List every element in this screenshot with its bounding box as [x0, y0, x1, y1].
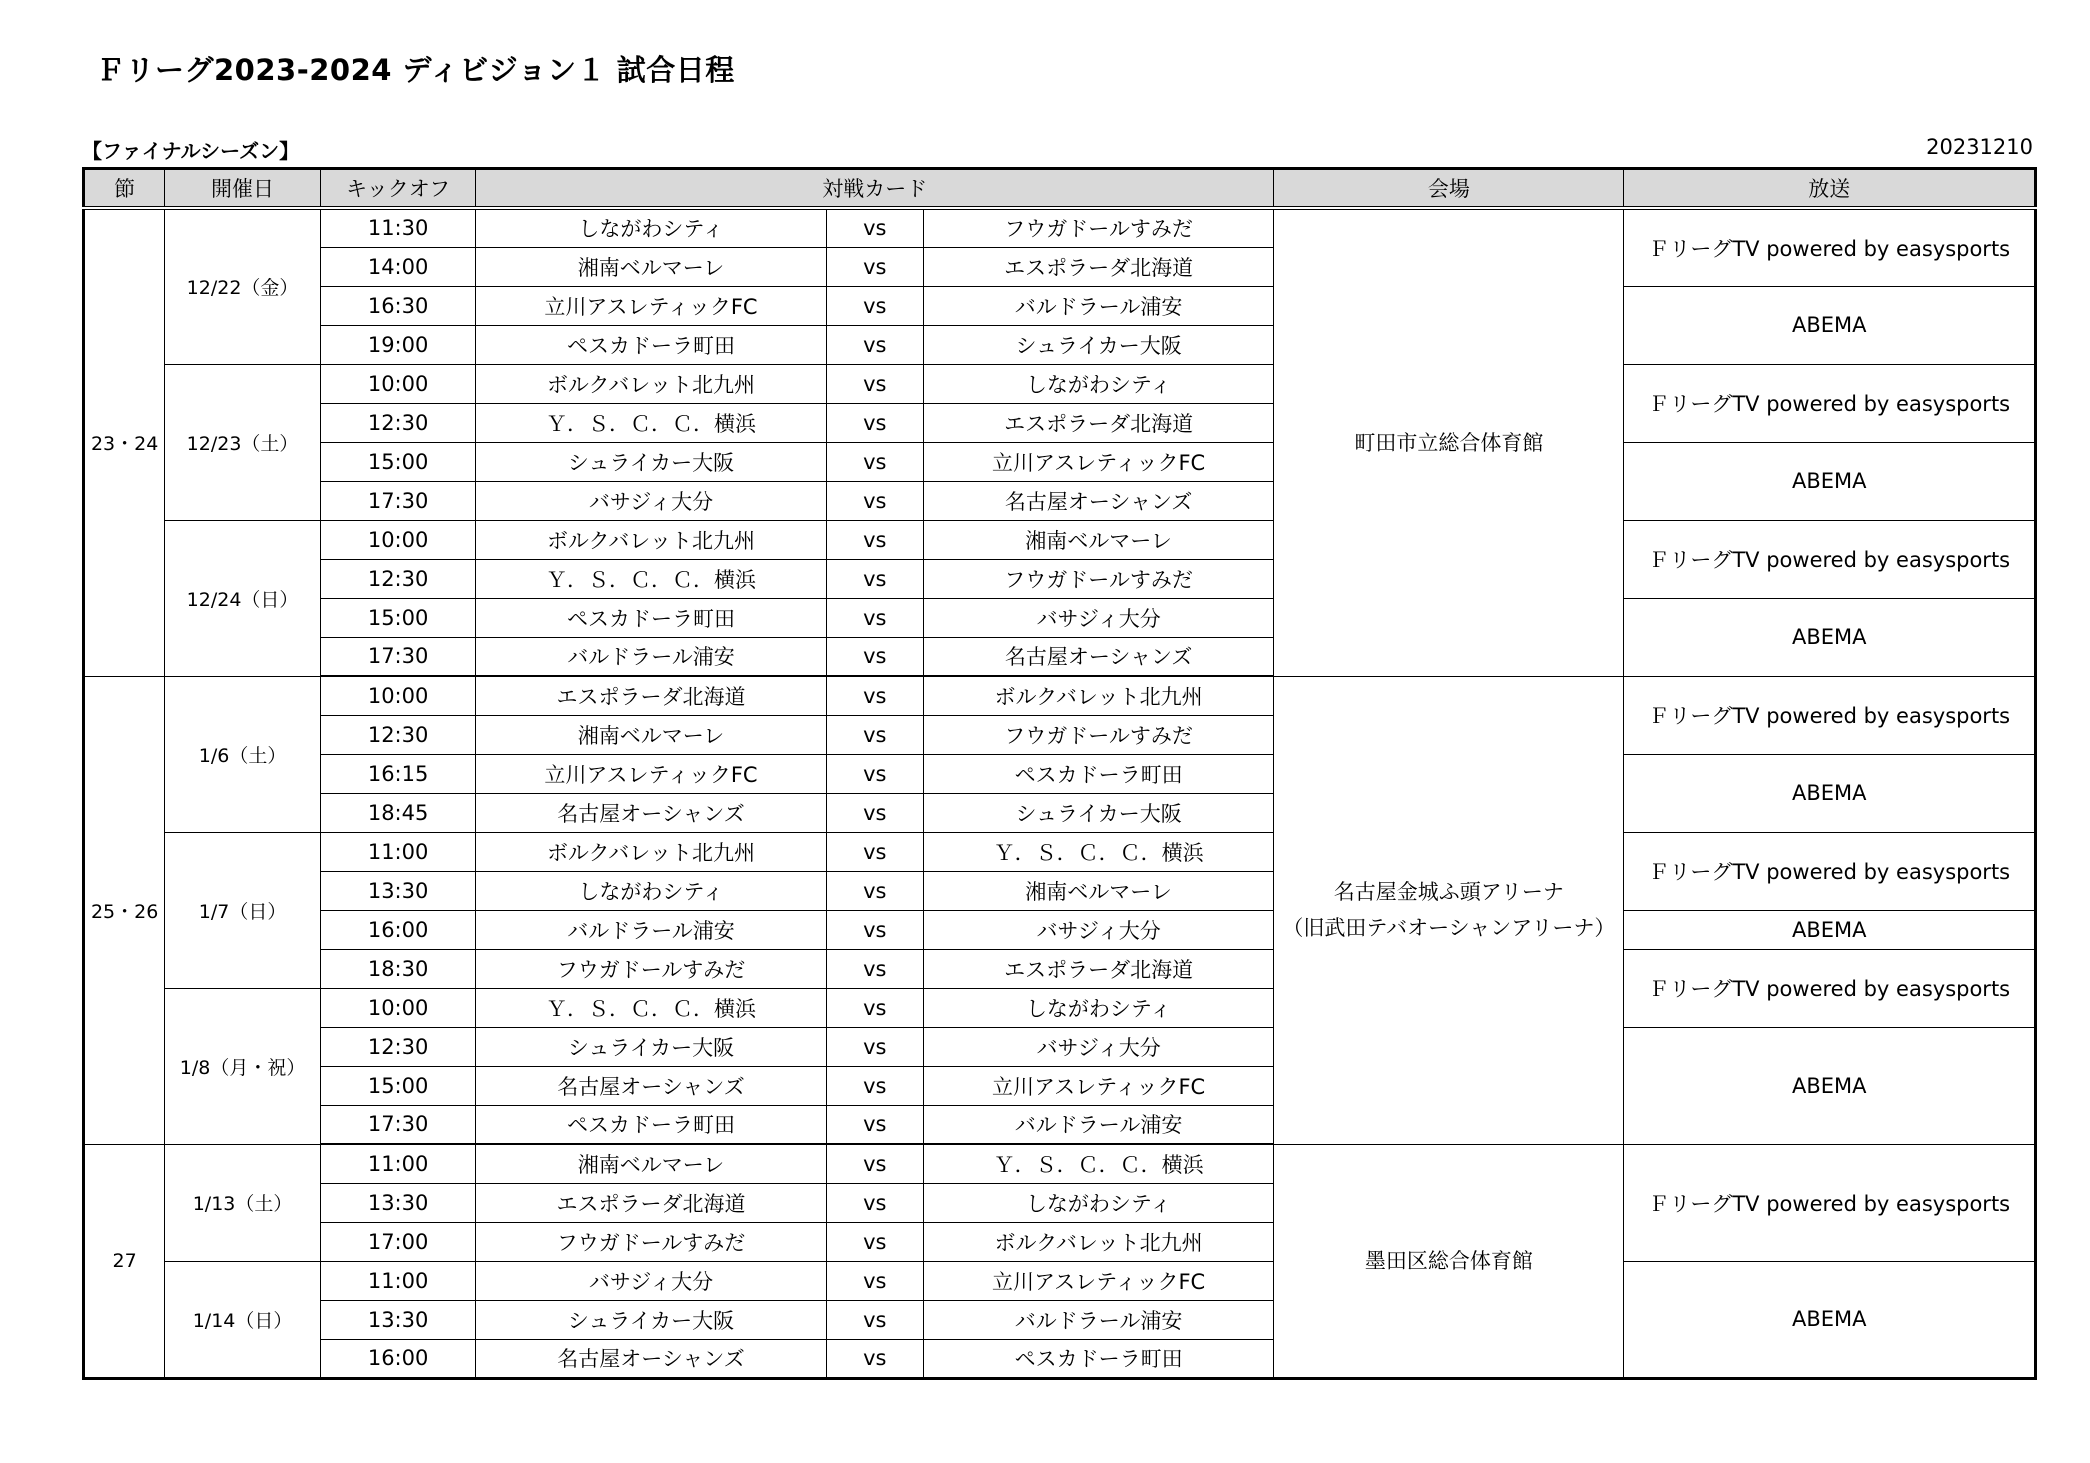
kickoff-time: 17:30	[320, 1105, 476, 1144]
away-team: シュライカー大阪	[923, 793, 1273, 832]
kickoff-time: 17:30	[320, 481, 476, 520]
away-team: フウガドールすみだ	[923, 559, 1273, 598]
broadcast-cell: ABEMA	[1624, 286, 2036, 364]
home-team: Ｙ．Ｓ．Ｃ．Ｃ．横浜	[476, 403, 826, 442]
vs-label: vs	[826, 1144, 923, 1183]
kickoff-time: 10:00	[320, 988, 476, 1027]
home-team: 名古屋オーシャンズ	[476, 793, 826, 832]
table-row	[84, 910, 2036, 949]
home-team: ボルクバレット北九州	[476, 832, 826, 871]
away-team: しながわシティ	[923, 364, 1273, 403]
home-team: しながわシティ	[476, 208, 826, 247]
header-round: 節	[84, 169, 165, 209]
section-label: 【ファイナルシーズン】	[82, 139, 300, 163]
vs-label: vs	[826, 442, 923, 481]
schedule-body	[84, 208, 2036, 1378]
table-row	[84, 1027, 2036, 1066]
kickoff-time: 10:00	[320, 364, 476, 403]
broadcast-cell: ＦリーグTV powered by easysports	[1624, 832, 2036, 910]
vs-label: vs	[826, 1222, 923, 1261]
round-cell: 23・24	[84, 208, 165, 676]
away-team: ボルクバレット北九州	[923, 676, 1273, 715]
header-venue: 会場	[1274, 169, 1624, 209]
vs-label: vs	[826, 949, 923, 988]
away-team: 名古屋オーシャンズ	[923, 637, 1273, 676]
away-team: エスポラーダ北海道	[923, 949, 1273, 988]
home-team: バサジィ大分	[476, 1261, 826, 1300]
kickoff-time: 16:00	[320, 910, 476, 949]
kickoff-time: 12:30	[320, 715, 476, 754]
away-team: 湘南ベルマーレ	[923, 871, 1273, 910]
kickoff-time: 11:00	[320, 1261, 476, 1300]
broadcast-cell: ＦリーグTV powered by easysports	[1624, 949, 2036, 1027]
kickoff-time: 16:30	[320, 286, 476, 325]
venue-cell	[1274, 1144, 1624, 1378]
header-kickoff: キックオフ	[320, 169, 476, 209]
away-team: シュライカー大阪	[923, 325, 1273, 364]
home-team: 湘南ベルマーレ	[476, 247, 826, 286]
table-row	[84, 676, 2036, 715]
date-cell: 12/23（土）	[165, 364, 321, 520]
home-team: フウガドールすみだ	[476, 1222, 826, 1261]
away-team: バサジィ大分	[923, 910, 1273, 949]
round-cell: 27	[84, 1144, 165, 1378]
kickoff-time: 12:30	[320, 403, 476, 442]
table-row	[84, 364, 2036, 403]
away-team: しながわシティ	[923, 1183, 1273, 1222]
date-cell: 1/7（日）	[165, 832, 321, 988]
table-row	[84, 286, 2036, 325]
home-team: バサジィ大分	[476, 481, 826, 520]
home-team: バルドラール浦安	[476, 637, 826, 676]
home-team: ペスカドーラ町田	[476, 325, 826, 364]
vs-label: vs	[826, 481, 923, 520]
kickoff-time: 15:00	[320, 442, 476, 481]
vs-label: vs	[826, 793, 923, 832]
broadcast-cell: ABEMA	[1624, 442, 2036, 520]
broadcast-cell: ＦリーグTV powered by easysports	[1624, 364, 2036, 442]
header-matchup: 対戦カード	[476, 169, 1274, 209]
kickoff-time: 13:30	[320, 871, 476, 910]
broadcast-cell: ＦリーグTV powered by easysports	[1624, 520, 2036, 598]
vs-label: vs	[826, 871, 923, 910]
kickoff-time: 16:15	[320, 754, 476, 793]
kickoff-time: 17:30	[320, 637, 476, 676]
vs-label: vs	[826, 286, 923, 325]
date-cell: 1/6（土）	[165, 676, 321, 832]
kickoff-time: 18:45	[320, 793, 476, 832]
vs-label: vs	[826, 325, 923, 364]
kickoff-time: 11:00	[320, 1144, 476, 1183]
venue-name: 町田市立総合体育館	[1354, 430, 1544, 455]
kickoff-time: 15:00	[320, 598, 476, 637]
away-team: 立川アスレティックFC	[923, 1066, 1273, 1105]
venue-name: 名古屋金城ふ頭アリーナ	[1333, 880, 1564, 904]
vs-label: vs	[826, 832, 923, 871]
home-team: エスポラーダ北海道	[476, 1183, 826, 1222]
home-team: ペスカドーラ町田	[476, 1105, 826, 1144]
round-cell: 25・26	[84, 676, 165, 1144]
header-date: 開催日	[165, 169, 321, 209]
vs-label: vs	[826, 247, 923, 286]
table-row	[84, 754, 2036, 793]
away-team: バルドラール浦安	[923, 1300, 1273, 1339]
away-team: エスポラーダ北海道	[923, 247, 1273, 286]
vs-label: vs	[826, 715, 923, 754]
venue-cell	[1274, 208, 1624, 676]
vs-label: vs	[826, 676, 923, 715]
kickoff-time: 10:00	[320, 676, 476, 715]
table-row	[84, 832, 2036, 871]
table-row	[84, 520, 2036, 559]
away-team: ボルクバレット北九州	[923, 1222, 1273, 1261]
away-team: しながわシティ	[923, 988, 1273, 1027]
table-row	[84, 1261, 2036, 1300]
broadcast-cell: ABEMA	[1624, 1027, 2036, 1144]
home-team: ボルクバレット北九州	[476, 520, 826, 559]
vs-label: vs	[826, 1105, 923, 1144]
broadcast-cell: ABEMA	[1624, 598, 2036, 676]
vs-label: vs	[826, 364, 923, 403]
vs-label: vs	[826, 598, 923, 637]
vs-label: vs	[826, 559, 923, 598]
broadcast-cell: ABEMA	[1624, 754, 2036, 832]
kickoff-time: 12:30	[320, 559, 476, 598]
table-row	[84, 1144, 2036, 1183]
kickoff-time: 10:00	[320, 520, 476, 559]
broadcast-cell: ＦリーグTV powered by easysports	[1624, 208, 2036, 286]
home-team: ペスカドーラ町田	[476, 598, 826, 637]
header-broadcast: 放送	[1624, 169, 2036, 209]
home-team: Ｙ．Ｓ．Ｃ．Ｃ．横浜	[476, 559, 826, 598]
home-team: ボルクバレット北九州	[476, 364, 826, 403]
vs-label: vs	[826, 1027, 923, 1066]
home-team: シュライカー大阪	[476, 1300, 826, 1339]
broadcast-cell: ＦリーグTV powered by easysports	[1624, 1144, 2036, 1261]
kickoff-time: 15:00	[320, 1066, 476, 1105]
away-team: Ｙ．Ｓ．Ｃ．Ｃ．横浜	[923, 1144, 1273, 1183]
vs-label: vs	[826, 1183, 923, 1222]
away-team: 立川アスレティックFC	[923, 1261, 1273, 1300]
away-team: Ｙ．Ｓ．Ｃ．Ｃ．横浜	[923, 832, 1273, 871]
kickoff-time: 18:30	[320, 949, 476, 988]
vs-label: vs	[826, 637, 923, 676]
kickoff-time: 12:30	[320, 1027, 476, 1066]
home-team: Ｙ．Ｓ．Ｃ．Ｃ．横浜	[476, 988, 826, 1027]
broadcast-cell: ABEMA	[1624, 910, 2036, 949]
date-cell: 1/14（日）	[165, 1261, 321, 1378]
document-date: 20231210	[1926, 135, 2033, 159]
vs-label: vs	[826, 1261, 923, 1300]
date-cell: 1/8（月・祝）	[165, 988, 321, 1144]
home-team: エスポラーダ北海道	[476, 676, 826, 715]
kickoff-time: 13:30	[320, 1183, 476, 1222]
schedule-table	[82, 167, 2037, 1380]
date-cell: 12/24（日）	[165, 520, 321, 676]
home-team: 湘南ベルマーレ	[476, 1144, 826, 1183]
away-team: 立川アスレティックFC	[923, 442, 1273, 481]
kickoff-time: 11:30	[320, 208, 476, 247]
table-row	[84, 598, 2036, 637]
vs-label: vs	[826, 403, 923, 442]
home-team: 立川アスレティックFC	[476, 286, 826, 325]
away-team: 湘南ベルマーレ	[923, 520, 1273, 559]
kickoff-time: 11:00	[320, 832, 476, 871]
home-team: 名古屋オーシャンズ	[476, 1066, 826, 1105]
kickoff-time: 14:00	[320, 247, 476, 286]
away-team: フウガドールすみだ	[923, 208, 1273, 247]
table-row	[84, 442, 2036, 481]
broadcast-cell: ＦリーグTV powered by easysports	[1624, 676, 2036, 754]
venue-name: 墨田区総合体育館	[1364, 1248, 1533, 1273]
vs-label: vs	[826, 1339, 923, 1378]
away-team: バルドラール浦安	[923, 1105, 1273, 1144]
header-row	[84, 169, 2036, 209]
kickoff-time: 16:00	[320, 1339, 476, 1378]
vs-label: vs	[826, 1066, 923, 1105]
vs-label: vs	[826, 910, 923, 949]
away-team: バサジィ大分	[923, 1027, 1273, 1066]
venue-cell	[1274, 676, 1624, 1144]
venue-name: （旧武田テバオーシャンアリーナ）	[1282, 916, 1616, 940]
kickoff-time: 17:00	[320, 1222, 476, 1261]
away-team: フウガドールすみだ	[923, 715, 1273, 754]
away-team: 名古屋オーシャンズ	[923, 481, 1273, 520]
kickoff-time: 19:00	[320, 325, 476, 364]
table-row	[84, 949, 2036, 988]
away-team: エスポラーダ北海道	[923, 403, 1273, 442]
home-team: シュライカー大阪	[476, 442, 826, 481]
date-cell: 1/13（土）	[165, 1144, 321, 1261]
away-team: バサジィ大分	[923, 598, 1273, 637]
home-team: バルドラール浦安	[476, 910, 826, 949]
vs-label: vs	[826, 1300, 923, 1339]
away-team: ペスカドーラ町田	[923, 1339, 1273, 1378]
vs-label: vs	[826, 754, 923, 793]
document-title: Ｆリーグ2023-2024 ディビジョン１ 試合日程	[96, 53, 735, 87]
away-team: バルドラール浦安	[923, 286, 1273, 325]
home-team: 名古屋オーシャンズ	[476, 1339, 826, 1378]
home-team: フウガドールすみだ	[476, 949, 826, 988]
date-cell: 12/22（金）	[165, 208, 321, 364]
away-team: ペスカドーラ町田	[923, 754, 1273, 793]
vs-label: vs	[826, 988, 923, 1027]
home-team: しながわシティ	[476, 871, 826, 910]
home-team: 立川アスレティックFC	[476, 754, 826, 793]
kickoff-time: 13:30	[320, 1300, 476, 1339]
home-team: シュライカー大阪	[476, 1027, 826, 1066]
home-team: 湘南ベルマーレ	[476, 715, 826, 754]
table-row	[84, 208, 2036, 247]
vs-label: vs	[826, 208, 923, 247]
vs-label: vs	[826, 520, 923, 559]
broadcast-cell: ABEMA	[1624, 1261, 2036, 1378]
